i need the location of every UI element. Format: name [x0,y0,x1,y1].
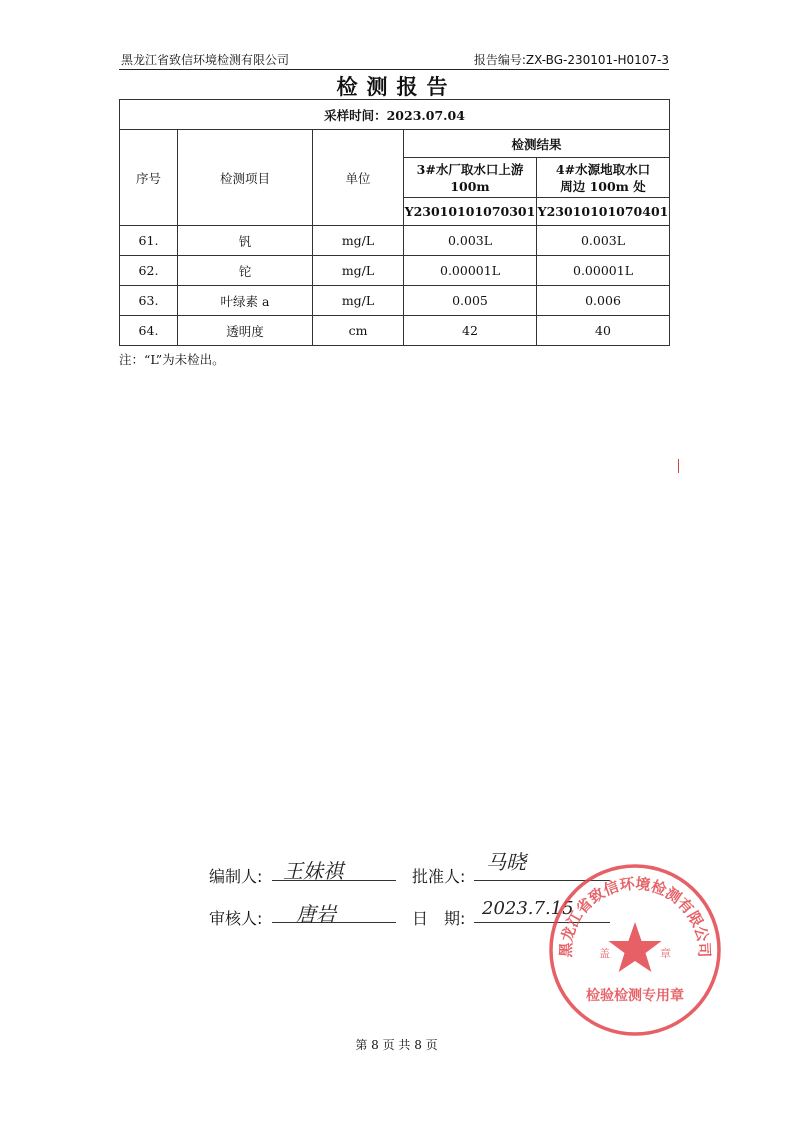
row-value-site1: 42 [404,316,537,346]
col-header-seq: 序号 [120,130,178,226]
col-header-results: 检测结果 [404,130,670,158]
row-value-site1: 0.003L [404,226,537,256]
approver-signature: 马晓 [486,850,526,874]
seal-star-icon [608,922,661,972]
compiler-label: 编制人: [209,867,263,886]
site1-header [404,158,537,198]
row-item: 钒 [178,226,313,256]
row-value-site2: 0.006 [537,286,670,316]
approver-label: 批准人: [412,867,466,886]
row-seq: 61. [120,226,178,256]
site2-name: 4#水源地取水口 [555,161,651,177]
site2-code: Y23010101070401 [537,198,670,226]
table-row [120,226,670,256]
report-number: 报告编号:ZX-BG-230101-H0107-3 [473,53,669,67]
results-table [119,99,670,346]
page-title: 检测报告 [336,75,457,99]
row-value-site2: 0.00001L [537,256,670,286]
page-number: 第 8 页 共 8 页 [355,1038,438,1052]
sampling-time-row [120,100,670,130]
date-label: 日 期: [412,909,466,928]
row-item: 铊 [178,256,313,286]
seal-cover-right: 章 [660,947,671,960]
official-seal [547,862,723,1038]
reviewer-signature: 唐岩 [296,902,336,926]
col-header-unit: 单位 [313,130,404,226]
row-value-site1: 0.00001L [404,256,537,286]
reviewer-label: 审核人: [209,909,263,928]
site2-distance: 周边 100m 处 [560,178,646,194]
row-unit: mg/L [313,286,404,316]
seal-purpose-text: 检验检测专用章 [586,988,684,1004]
compiler-signature: 王妹祺 [283,859,343,883]
row-seq: 63. [120,286,178,316]
seal-company-text: 黑龙江省致信环境检测有限公司 [556,874,714,958]
margin-mark [678,459,679,473]
header-divider [119,69,669,70]
sampling-time-value: 2023.07.04 [386,107,465,123]
row-seq: 64. [120,316,178,346]
row-unit: mg/L [313,226,404,256]
row-value-site1: 0.005 [404,286,537,316]
col-header-item: 检测项目 [178,130,313,226]
row-item: 透明度 [178,316,313,346]
sampling-time-label: 采样时间： [324,107,387,123]
table-note: 注：“L”为未检出。 [119,352,225,367]
row-seq: 62. [120,256,178,286]
seal-cover-left: 盖 [599,947,610,960]
site2-header [537,158,670,198]
table-row [120,256,670,286]
header-row-1 [120,130,670,158]
site1-name: 3#水厂取水口上游 [416,161,524,177]
site1-distance: 100m [450,178,490,194]
date-handwritten: 2023.7.15 [482,898,574,919]
table-row [120,286,670,316]
row-value-site2: 40 [537,316,670,346]
company-name: 黑龙江省致信环境检测有限公司 [121,53,290,67]
site1-code: Y23010101070301 [404,198,537,226]
row-item: 叶绿素 a [178,286,313,316]
sampling-time-cell [120,100,670,130]
row-value-site2: 0.003L [537,226,670,256]
row-unit: cm [313,316,404,346]
table-row [120,316,670,346]
row-unit: mg/L [313,256,404,286]
